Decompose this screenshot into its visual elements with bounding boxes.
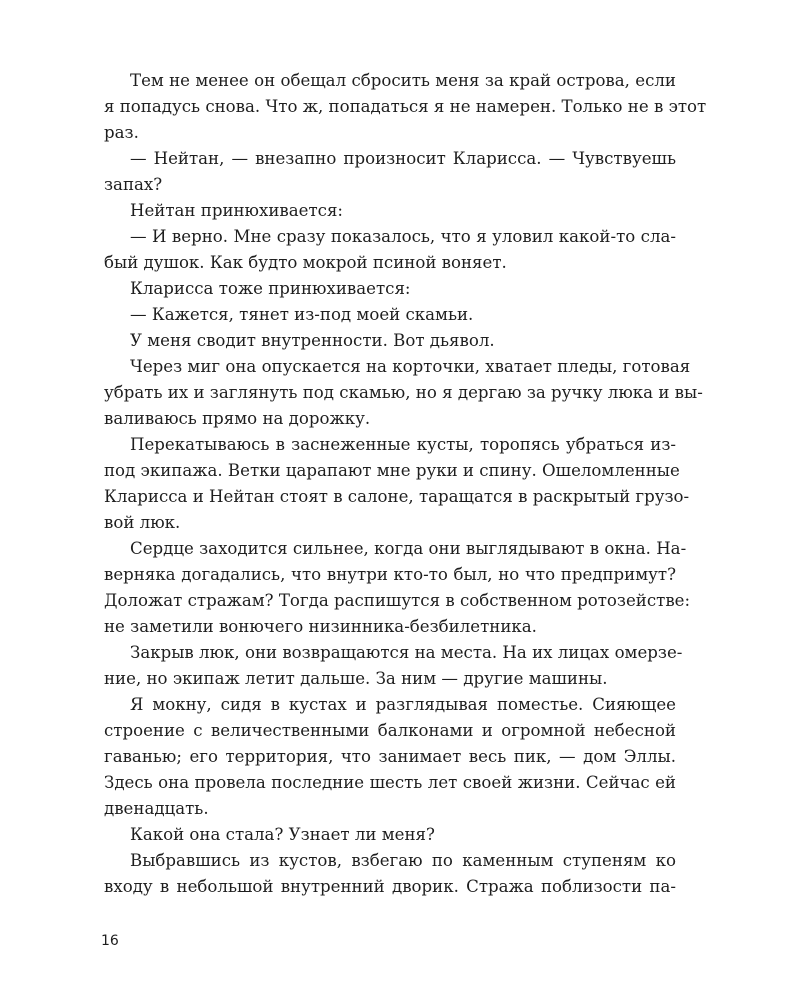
text-line: У меня сводит внутренности. Вот дьявол. bbox=[130, 331, 495, 350]
text-line: убрать их и заглянуть под скамью, но я дергаю за ручку люка и вы- bbox=[104, 383, 703, 402]
text-line: Кларисса и Нейтан стоят в салоне, таращатся в раскрытый грузо- bbox=[104, 487, 690, 506]
text-line: вой люк. bbox=[104, 513, 181, 532]
text-line: — Нейтан, — внезапно произносит Кларисса. — Чувствуешь bbox=[130, 149, 676, 168]
text-line: двенадцать. bbox=[104, 799, 209, 818]
text-line: Доложат стражам? Тогда распишутся в собственном ротозействе: bbox=[104, 591, 691, 610]
book-page-text bbox=[104, 68, 707, 900]
text-line: — И верно. Мне сразу показалось, что я уловил какой-то сла- bbox=[130, 227, 676, 246]
text-line: гаванью; его территория, что занимает весь пик, — дом Эллы. bbox=[104, 747, 676, 766]
text-line: — Кажется, тянет из-под моей скамьи. bbox=[130, 305, 474, 324]
text-line: Закрыв люк, они возвращаются на места. На их лицах омерзе- bbox=[130, 643, 683, 662]
text-line: Сердце заходится сильнее, когда они выглядывают в окна. На- bbox=[130, 539, 687, 558]
text-line: Я мокну, сидя в кустах и разглядывая поместье. Сияющее bbox=[130, 695, 676, 714]
text-line: не заметили вонючего низинника-безбилетника. bbox=[104, 617, 537, 636]
text-line: Какой она стала? Узнает ли меня? bbox=[130, 825, 435, 844]
text-line: входу в небольшой внутренний дворик. Стража поблизости па- bbox=[104, 877, 676, 896]
text-line: запах? bbox=[104, 175, 163, 194]
text-line: Кларисса тоже принюхивается: bbox=[130, 279, 411, 298]
text-line: под экипажа. Ветки царапают мне руки и спину. Ошеломленные bbox=[104, 461, 680, 480]
text-line: верняка догадались, что внутри кто-то был, но что предпримут? bbox=[104, 565, 676, 584]
text-line: Нейтан принюхивается: bbox=[130, 201, 344, 220]
text-line: бый душок. Как будто мокрой псиной воняет. bbox=[104, 253, 507, 272]
text-line: раз. bbox=[104, 123, 139, 142]
text-line: я попадусь снова. Что ж, попадаться я не намерен. Только не в этот bbox=[104, 97, 707, 116]
text-line: строение с величественными балконами и огромной небесной bbox=[104, 721, 676, 740]
text-line: Выбравшись из кустов, взбегаю по каменным ступеням ко bbox=[130, 851, 676, 870]
text-line: валиваюсь прямо на дорожку. bbox=[104, 409, 371, 428]
text-line: ние, но экипаж летит дальше. За ним — другие машины. bbox=[104, 669, 608, 688]
text-line: Через миг она опускается на корточки, хватает пледы, готовая bbox=[130, 357, 691, 376]
page-number: 16 bbox=[101, 933, 119, 949]
text-line: Здесь она провела последние шесть лет своей жизни. Сейчас ей bbox=[104, 773, 676, 792]
text-line: Перекатываюсь в заснеженные кусты, торопясь убраться из- bbox=[130, 435, 676, 454]
text-line: Тем не менее он обещал сбросить меня за край острова, если bbox=[130, 71, 676, 90]
